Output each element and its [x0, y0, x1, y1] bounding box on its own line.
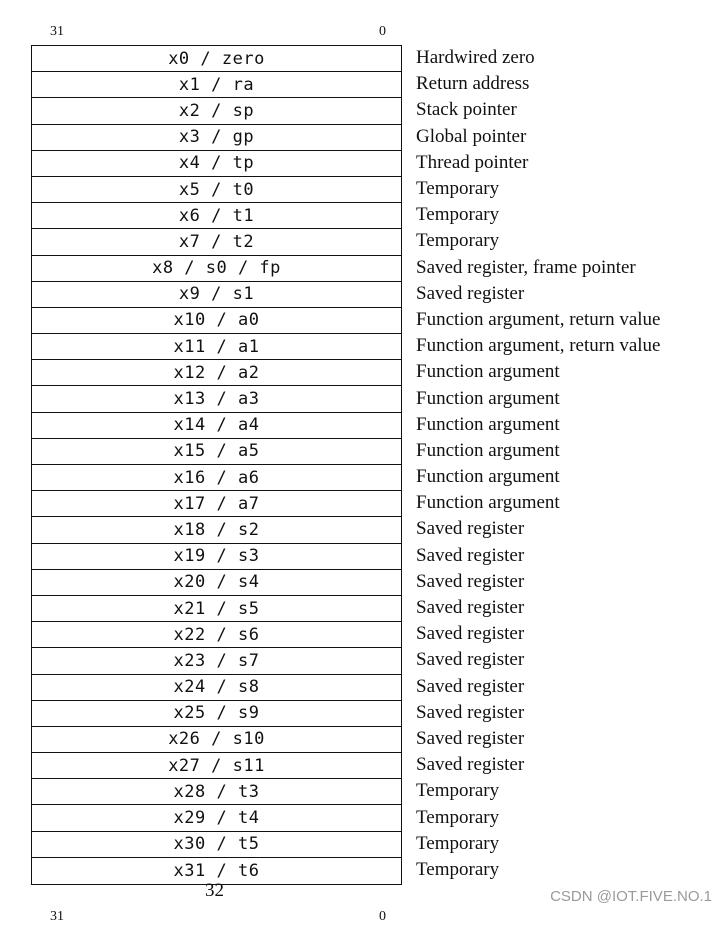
- register-description: Temporary: [416, 858, 500, 880]
- register-cell: x26 / s10: [32, 727, 401, 753]
- register-description: Temporary: [416, 204, 500, 226]
- register-cell: x0 / zero: [32, 46, 401, 72]
- next-bit-low-label: 0: [379, 909, 386, 924]
- register-cell: x22 / s6: [32, 622, 401, 648]
- register-description: Temporary: [416, 230, 500, 252]
- register-cell: x31 / t6: [173, 860, 260, 881]
- register-description: Temporary: [416, 832, 500, 854]
- register-description: Return address: [416, 73, 530, 95]
- register-cell: x8 / s0 / fp: [32, 256, 401, 282]
- register-cell: x21 / s5: [32, 596, 401, 622]
- register-description: Saved register: [416, 727, 525, 749]
- register-cell: x2 / sp: [32, 98, 401, 124]
- register-description: Saved register: [416, 675, 525, 697]
- register-description: Function argument: [416, 492, 560, 514]
- register-description: Function argument, return value: [416, 335, 661, 357]
- register-description: Saved register: [416, 282, 525, 304]
- register-cell: x25 / s9: [32, 701, 401, 727]
- bit-low-label: 0: [379, 24, 386, 39]
- register-cell: x1 / ra: [32, 72, 401, 98]
- register-cell: x4 / tp: [32, 151, 401, 177]
- register-description: Saved register: [416, 518, 525, 540]
- register-cell: x9 / s1: [32, 282, 401, 308]
- register-cell: x30 / t5: [32, 832, 401, 858]
- register-cell: x13 / a3: [32, 386, 401, 412]
- register-description: Saved register: [416, 597, 525, 619]
- register-cell: x14 / a4: [32, 413, 401, 439]
- register-cell: x7 / t2: [32, 229, 401, 255]
- register-description: Saved register, frame pointer: [416, 256, 636, 278]
- register-description: Thread pointer: [416, 151, 529, 173]
- register-description: Stack pointer: [416, 99, 517, 121]
- register-cell: x15 / a5: [32, 439, 401, 465]
- register-description: Saved register: [416, 649, 525, 671]
- register-description: Hardwired zero: [416, 47, 535, 69]
- register-description: Function argument: [416, 387, 560, 409]
- register-cell: x28 / t3: [32, 779, 401, 805]
- register-descriptions: [416, 45, 716, 883]
- register-cell: x17 / a7: [32, 491, 401, 517]
- register-description: Function argument, return value: [416, 308, 661, 330]
- register-description: Saved register: [416, 623, 525, 645]
- watermark: CSDN @IOT.FIVE.NO.1: [550, 888, 712, 905]
- register-cell: x5 / t0: [32, 177, 401, 203]
- register-description: Saved register: [416, 570, 525, 592]
- bit-high-label: 31: [50, 24, 64, 39]
- register-cell: x19 / s3: [32, 544, 401, 570]
- register-cell: x10 / a0: [32, 308, 401, 334]
- register-description: Function argument: [416, 361, 560, 383]
- register-description: Temporary: [416, 806, 500, 828]
- register-description: Function argument: [416, 413, 560, 435]
- register-cell: x20 / s4: [32, 570, 401, 596]
- register-description: Function argument: [416, 466, 560, 488]
- register-description: Saved register: [416, 544, 525, 566]
- register-description: Saved register: [416, 754, 525, 776]
- register-file: [31, 45, 402, 885]
- register-cell: x23 / s7: [32, 648, 401, 674]
- register-cell: x3 / gp: [32, 125, 401, 151]
- register-cell: x12 / a2: [32, 360, 401, 386]
- register-cell: x27 / s11: [32, 753, 401, 779]
- register-description: Saved register: [416, 701, 525, 723]
- register-cell: x16 / a6: [32, 465, 401, 491]
- next-bit-high-label: 31: [50, 909, 64, 924]
- register-description: Function argument: [416, 439, 560, 461]
- register-cell: x18 / s2: [32, 517, 401, 543]
- register-cell: x6 / t1: [32, 203, 401, 229]
- register-cell: x24 / s8: [32, 675, 401, 701]
- register-description: Temporary: [416, 178, 500, 200]
- register-description: Temporary: [416, 780, 500, 802]
- register-cell: x29 / t4: [32, 805, 401, 831]
- register-cell: x11 / a1: [32, 334, 401, 360]
- register-description: Global pointer: [416, 125, 527, 147]
- register-width-label: 32: [205, 880, 224, 901]
